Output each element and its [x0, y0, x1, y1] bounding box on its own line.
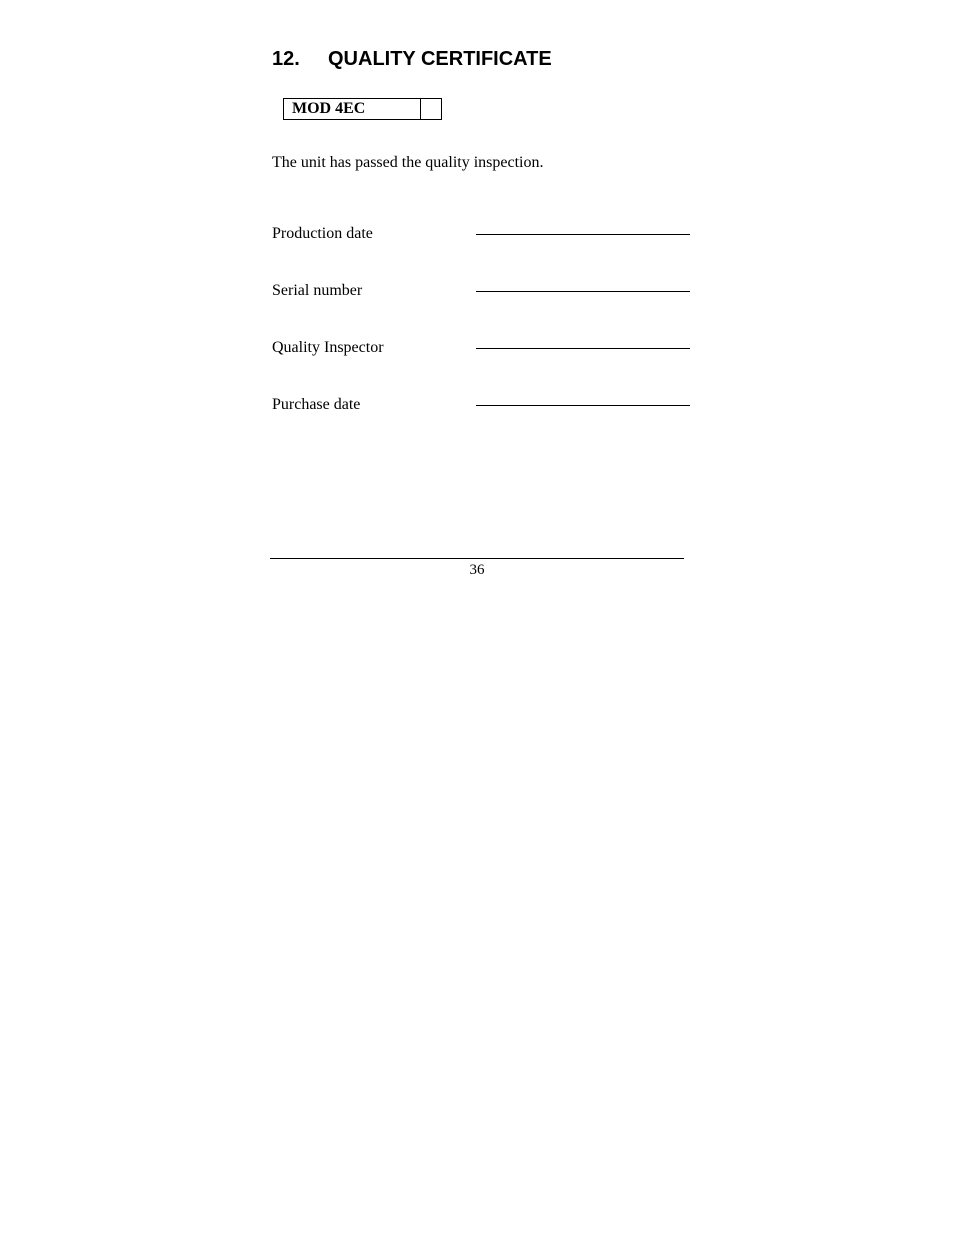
field-label: Serial number: [272, 282, 363, 299]
field-production-date: [272, 224, 690, 246]
production-date-blank: [476, 234, 690, 235]
footer-divider: [270, 558, 684, 559]
model-extra-cell: [421, 99, 441, 119]
model-name: MOD 4EC: [284, 99, 421, 119]
quality-inspector-blank: [476, 348, 690, 349]
field-serial-number: [272, 281, 690, 303]
purchase-date-blank: [476, 405, 690, 406]
section-number: 12.: [272, 48, 300, 70]
section-heading: [272, 46, 552, 72]
field-label: Purchase date: [272, 396, 361, 413]
page-number: 36: [469, 562, 485, 578]
section-title: QUALITY CERTIFICATE: [328, 48, 552, 70]
field-label: Quality Inspector: [272, 339, 384, 356]
model-box: [283, 98, 442, 120]
serial-number-blank: [476, 291, 690, 292]
inspection-statement: The unit has passed the quality inspection.: [272, 154, 544, 171]
field-quality-inspector: [272, 338, 690, 360]
field-purchase-date: [272, 395, 690, 417]
field-label: Production date: [272, 225, 373, 242]
